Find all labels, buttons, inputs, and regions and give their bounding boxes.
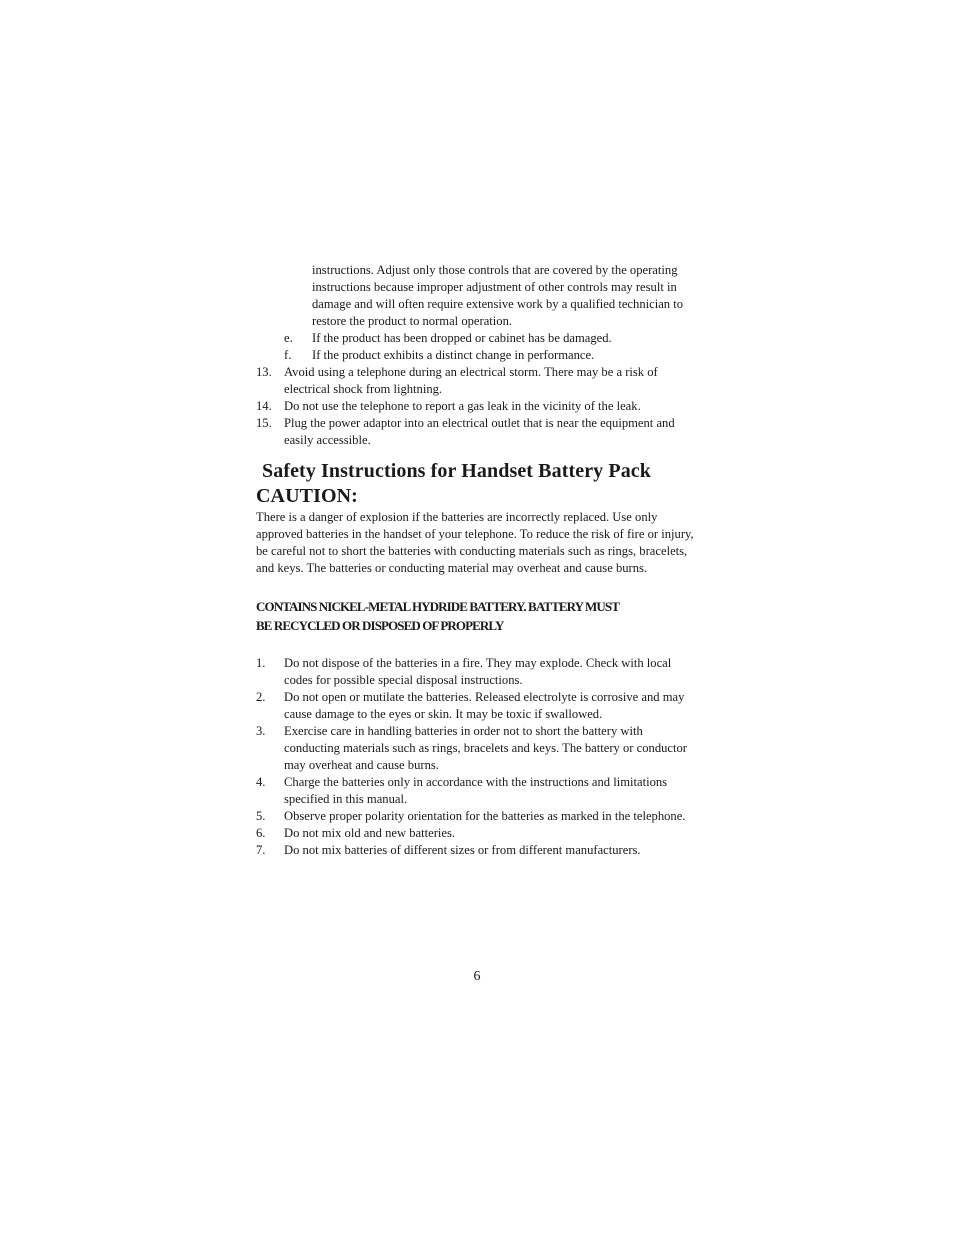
list-item xyxy=(256,723,698,774)
list-item xyxy=(256,689,698,723)
item-label: 3. xyxy=(256,724,266,738)
item-label: 6. xyxy=(256,826,266,840)
list-item xyxy=(256,398,698,415)
item-text: Do not mix batteries of different sizes or from different manufacturers. xyxy=(284,843,641,857)
item-label: 5. xyxy=(256,809,266,823)
item-label: 1. xyxy=(256,656,266,670)
item-text: If the product has been dropped or cabinet has be damaged. xyxy=(312,331,612,345)
caution-text: There is a danger of explosion if the batteries are incorrectly replaced. Use only approved batteries in the handset of your telephone. To reduce the risk of fire or injury, be careful not to short the batteries with conducting materials such as rings, bracelets, and keys. The batteries or conducting material may overheat and cause burns. xyxy=(256,510,694,575)
list-item xyxy=(256,774,698,808)
item-text: Do not use the telephone to report a gas leak in the vicinity of the leak. xyxy=(284,399,641,413)
list-item xyxy=(256,364,698,398)
item-label: 2. xyxy=(256,690,266,704)
item-label: e. xyxy=(284,331,293,345)
item-text: Do not mix old and new batteries. xyxy=(284,826,456,840)
list-item xyxy=(256,842,698,859)
battery-warning xyxy=(256,597,698,635)
item-label: 7. xyxy=(256,843,266,857)
item-text: Charge the batteries only in accordance with the instructions and limitations specified in this manual. xyxy=(284,775,668,806)
sub-list xyxy=(256,330,698,364)
item-text: Do not dispose of the batteries in a fire. They may explode. Check with local codes for possible special disposal instructions. xyxy=(284,656,672,687)
list-item xyxy=(256,808,698,825)
item-label: 14. xyxy=(256,399,272,413)
caution-heading: CAUTION: xyxy=(256,485,358,507)
battery-list xyxy=(256,655,698,859)
numbered-list xyxy=(256,364,698,449)
list-item xyxy=(256,415,698,449)
item-text: Do not open or mutilate the batteries. Released electrolyte is corrosive and may cause damage to the eyes or skin. It may be toxic if swallowed. xyxy=(284,690,685,721)
list-item xyxy=(256,655,698,689)
item-label: f. xyxy=(284,348,292,362)
item-text: Exercise care in handling batteries in order not to short the battery with conducting materials such as rings, bracelets and keys. The battery or conductor may overheat and cause burns. xyxy=(284,724,687,772)
list-item xyxy=(284,330,698,347)
item-text: Avoid using a telephone during an electrical storm. There may be a risk of electrical shock from lightning. xyxy=(284,365,658,396)
item-label: 13. xyxy=(256,365,272,379)
list-item xyxy=(256,825,698,842)
warning-line: BE RECYCLED OR DISPOSED OF PROPERLY xyxy=(256,618,504,633)
item-text: If the product exhibits a distinct change in performance. xyxy=(312,348,595,362)
warning-line: CONTAINS NICKEL-METAL HYDRIDE BATTERY. BATTERY MUST xyxy=(256,599,619,614)
continuation-text: instructions. Adjust only those controls that are covered by the operating instructions because improper adjustment of other controls may result in damage and will often require extensive work by a qualified technician to restore the product to normal operation. xyxy=(312,263,684,328)
item-label: 15. xyxy=(256,416,272,430)
page-number: 6 xyxy=(473,969,481,984)
item-label: 4. xyxy=(256,775,266,789)
section-title: Safety Instructions for Handset Battery Pack xyxy=(262,460,651,482)
list-item xyxy=(284,347,698,364)
item-text: Observe proper polarity orientation for the batteries as marked in the telephone. xyxy=(284,809,686,823)
page-content xyxy=(256,262,698,859)
item-text: Plug the power adaptor into an electrical outlet that is near the equipment and easily accessible. xyxy=(284,416,675,447)
